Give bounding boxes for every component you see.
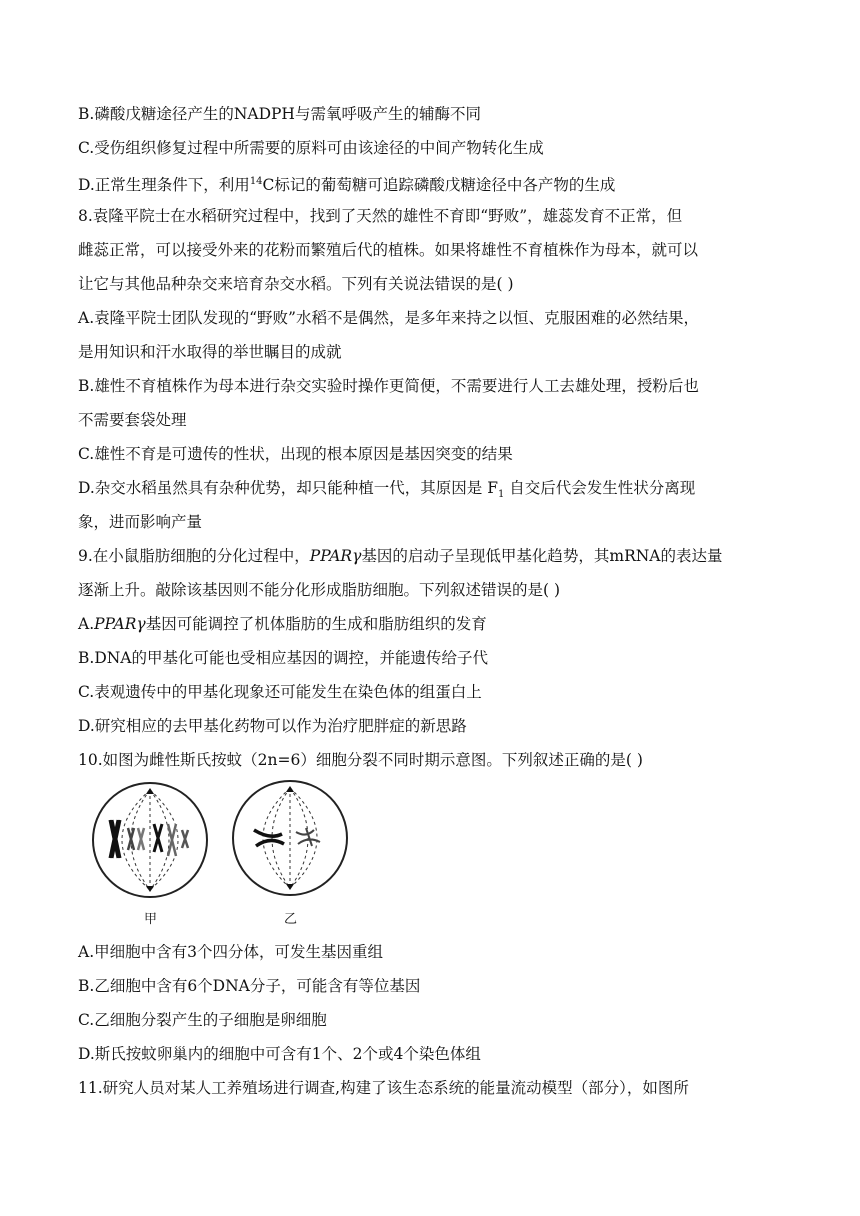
text-line: 雌蕊正常，可以接受外来的花粉而繁殖后代的植株。如果将雄性不育植株作为母本，就可以	[78, 241, 699, 259]
text-line: D.正常生理条件下，利用$^{14}$C标记的葡萄糖可追踪磷酸戊糖途径中各产物的生成	[78, 176, 616, 195]
option-a: A.袁隆平院士团队发现的“野败”水稻不是偶然，是多年来持之以恒、克服困难的必然结果，	[78, 309, 699, 327]
text-line: C.受伤组织修复过程中所需要的原料可由该途径的中间产物转化生成	[78, 139, 544, 157]
text-line: 不需要套袋处理	[78, 411, 187, 429]
text-line: 象，进而影响产量	[78, 513, 203, 531]
option-a: A.PPARγ基因可能调控了机体脂肪的生成和脂肪组织的发育	[78, 615, 487, 633]
label-jia: 甲	[144, 912, 158, 927]
question-8-stem: 8.袁隆平院士在水稻研究过程中，找到了天然的雄性不育即“野败”，雄蕊发育不正常，但	[78, 207, 683, 225]
option-d: D.斯氏按蚊卵巢内的细胞中可含有1个、2个或4个染色体组	[78, 1045, 481, 1063]
question-9-stem: 9.在小鼠脂肪细胞的分化过程中，PPARγ基因的启动子呈现低甲基化趋势，其mRNA的表达量	[78, 547, 723, 565]
cell-division-figure	[92, 780, 362, 928]
question-11-stem: 11.研究人员对某人工养殖场进行调查,构建了该生态系统的能量流动模型（部分），如图所	[78, 1079, 689, 1097]
option-b: B.DNA的甲基化可能也受相应基因的调控，并能遗传给子代	[78, 649, 489, 667]
option-d: D.杂交水稻虽然具有杂种优势，却只能种植一代，其原因是 $F_1$ 自交后代会发生性状分离现	[78, 479, 696, 501]
option-b: B.乙细胞中含有6个DNA分子，可能含有等位基因	[78, 977, 421, 995]
option-c: C.乙细胞分裂产生的子细胞是卵细胞	[78, 1011, 327, 1029]
text-line: 逐渐上升。敲除该基因则不能分化形成脂肪细胞。下列叙述错误的是( )	[78, 581, 561, 599]
option-c: C.雄性不育是可遗传的性状，出现的根本原因是基因突变的结果	[78, 445, 513, 463]
text-line: 是用知识和汗水取得的举世瞩目的成就	[78, 343, 342, 361]
option-d: D.研究相应的去甲基化药物可以作为治疗肥胖症的新思路	[78, 717, 467, 735]
option-a: A.甲细胞中含有3个四分体，可发生基因重组	[78, 943, 383, 961]
cell-yi	[233, 781, 347, 895]
label-yi: 乙	[284, 912, 298, 927]
text-line: B.磷酸戊糖途径产生的NADPH与需氧呼吸产生的辅酶不同	[78, 105, 481, 123]
question-10-stem: 10.如图为雌性斯氏按蚊（2n=6）细胞分裂不同时期示意图。下列叙述正确的是( )	[78, 751, 643, 769]
option-c: C.表观遗传中的甲基化现象还可能发生在染色体的组蛋白上	[78, 683, 482, 701]
option-b: B.雄性不育植株作为母本进行杂交实验时操作更简便，不需要进行人工去雄处理，授粉后也	[78, 377, 699, 395]
text-line: 让它与其他品种杂交来培育杂交水稻。下列有关说法错误的是( )	[78, 275, 514, 293]
cell-diagram	[92, 780, 362, 928]
cell-jia	[93, 783, 207, 897]
